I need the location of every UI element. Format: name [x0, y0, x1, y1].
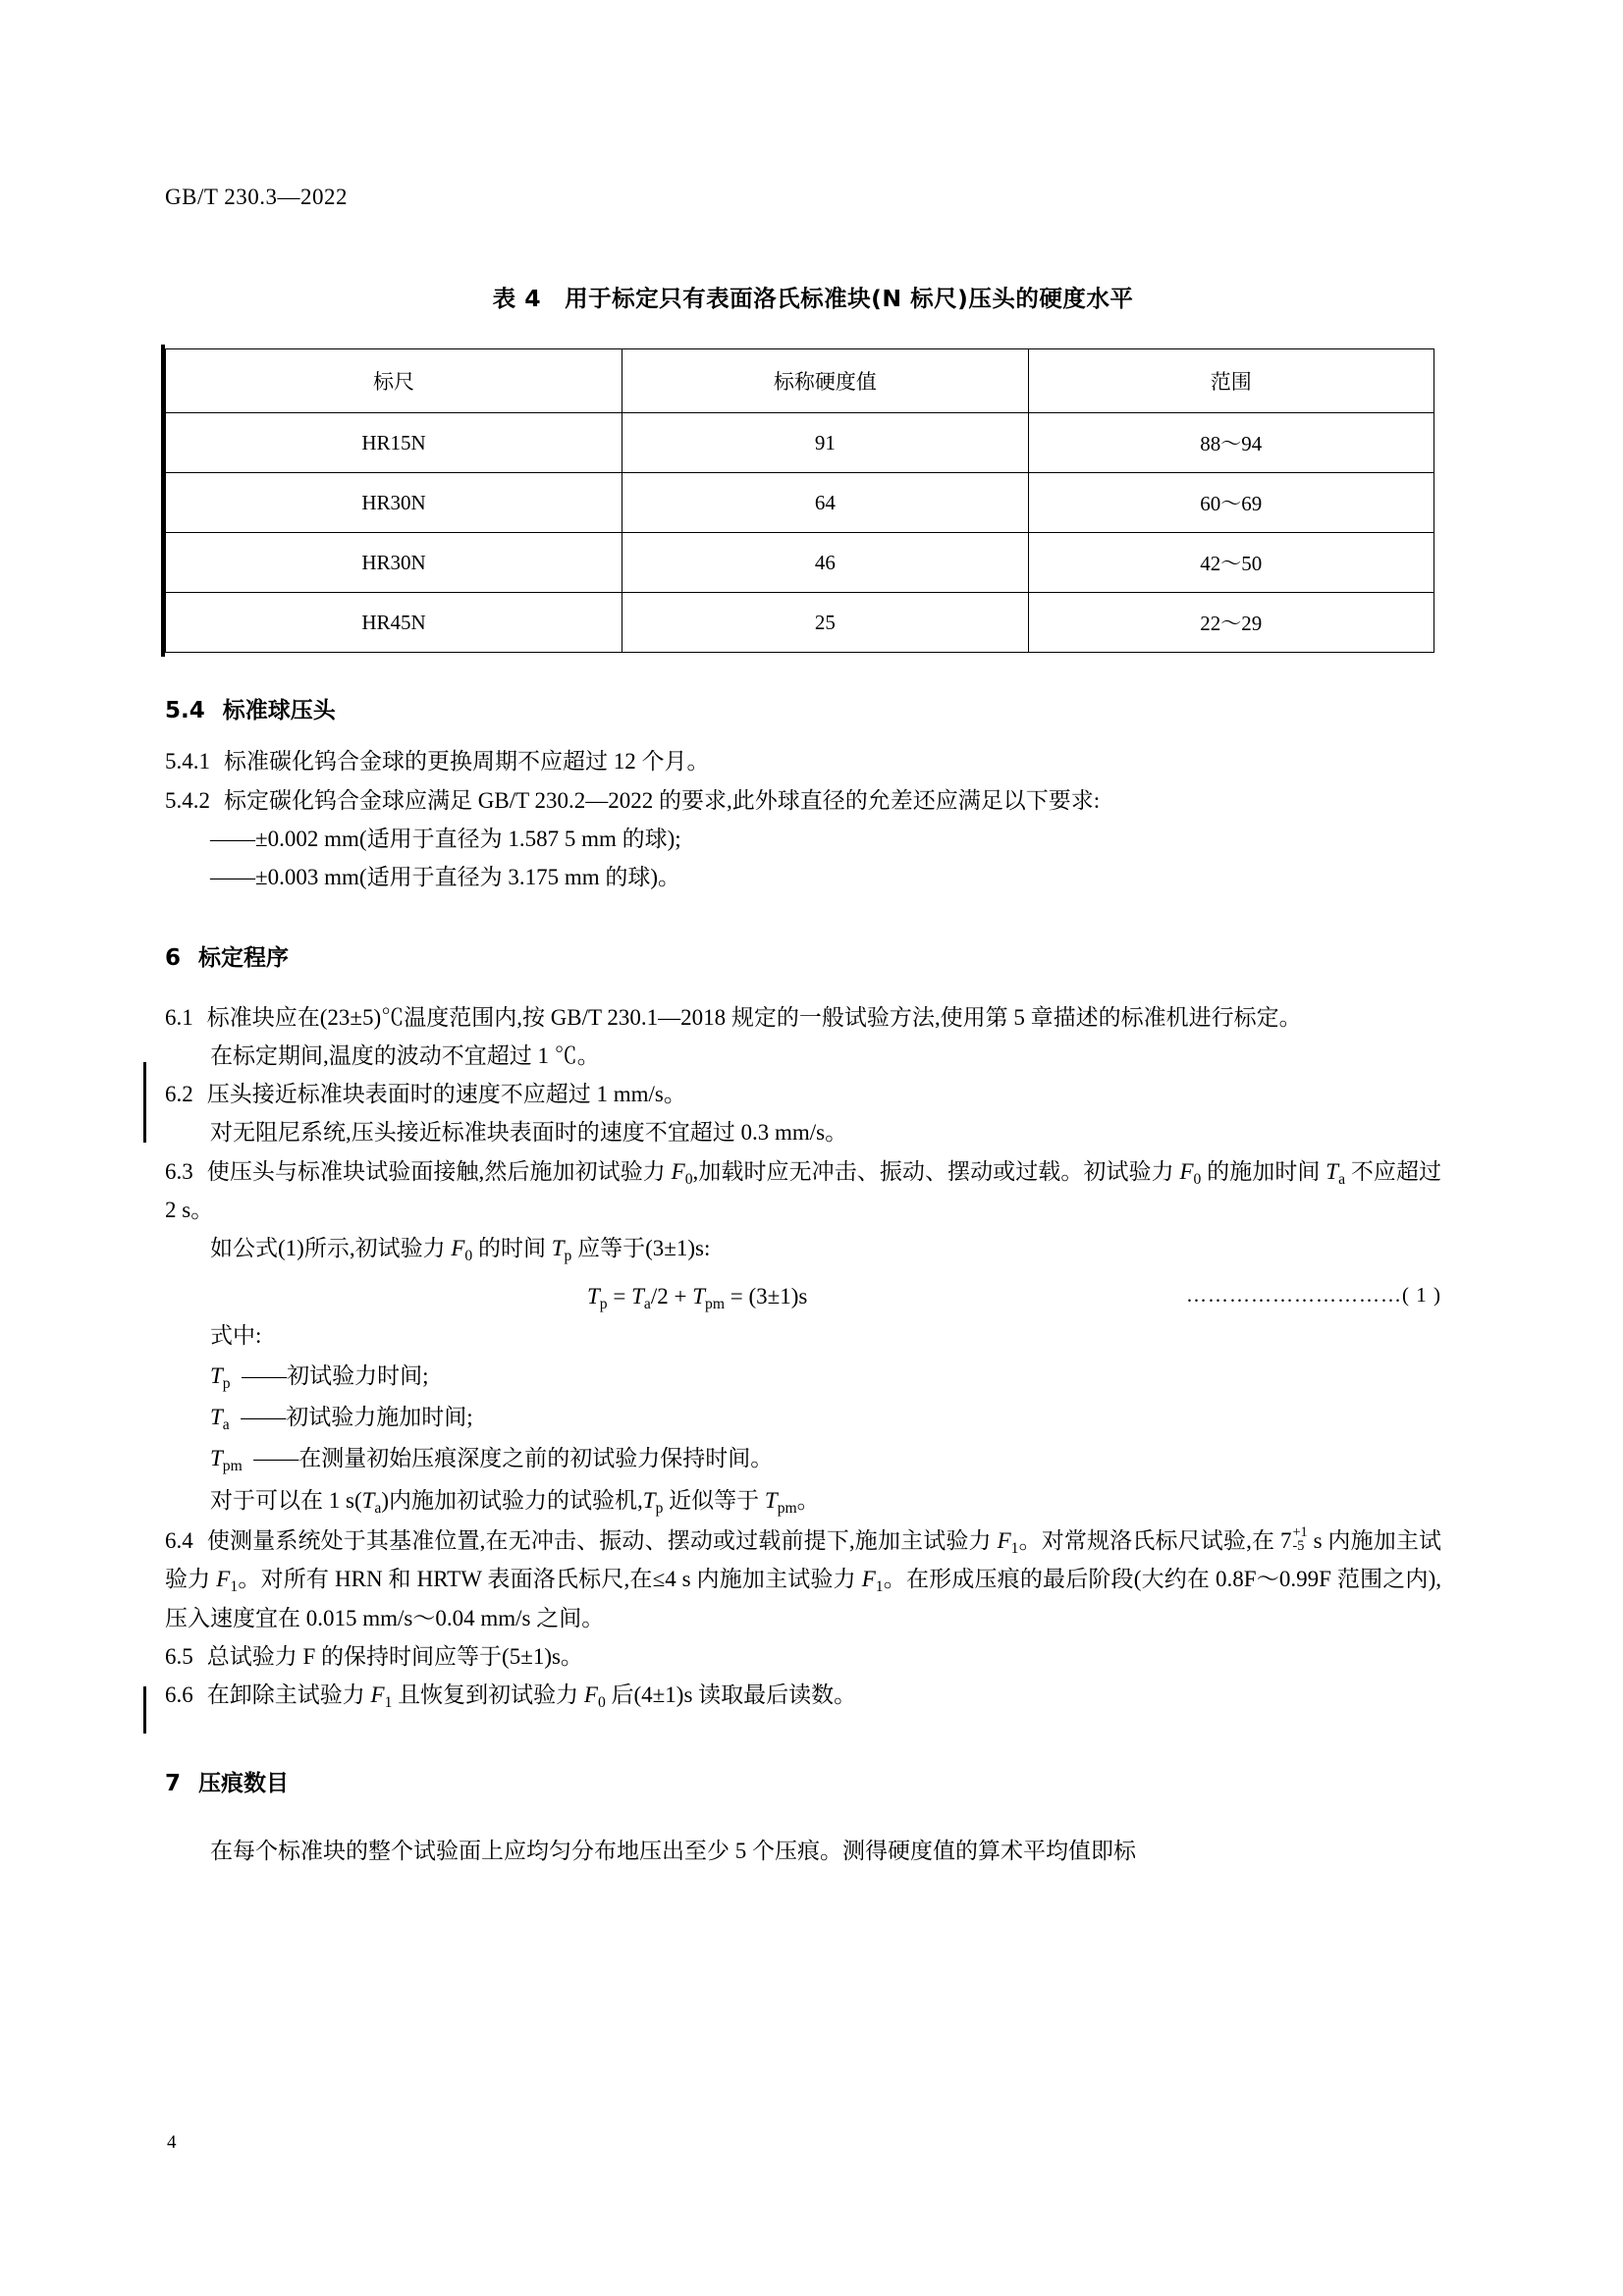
table-row — [166, 473, 1434, 533]
symbol-tpm: $T_{pm}$ — [764, 1487, 797, 1517]
cell-range: 88～94 — [1028, 413, 1434, 473]
clause-text-a: 使测量系统处于其基准位置,在无冲击、振动、摆动或过载前提下,施加主试验力 — [206, 1527, 998, 1553]
symbol-f0: $F_0$ — [583, 1682, 606, 1712]
definition-text: ——初试验力时间; — [242, 1362, 429, 1388]
cell-range: 42～50 — [1028, 533, 1434, 593]
definition-text: ——在测量初始压痕深度之前的初试验力保持时间。 — [253, 1446, 774, 1471]
paragraph-6-3 — [165, 1153, 1441, 1229]
cell-scale: HR15N — [166, 413, 622, 473]
hardness-table — [165, 348, 1434, 653]
document-body — [165, 667, 1441, 1871]
cell-scale: HR30N — [166, 473, 622, 533]
cell-nominal: 64 — [622, 473, 1028, 533]
symbol-f0: $F_0$ — [451, 1236, 473, 1265]
clause-text-b: ,加载时应无冲击、振动、摆动或过载。初试验力 — [692, 1158, 1180, 1184]
change-bar — [143, 1062, 146, 1143]
paragraph-6-3-tail — [165, 1482, 1441, 1521]
formula-line — [165, 1278, 1441, 1311]
clause-number: 6.4 — [165, 1527, 193, 1553]
section-heading-6 — [165, 940, 1441, 977]
list-item: ——±0.002 mm(适用于直径为 1.587 5 mm 的球); — [210, 826, 681, 851]
definition-tp — [210, 1358, 1441, 1396]
cell-nominal: 91 — [622, 413, 1028, 473]
section-number: 7 — [165, 1771, 182, 1797]
symbol-ta: $T_a$ — [210, 1404, 230, 1433]
paragraph-6-4 — [165, 1522, 1441, 1636]
cell-scale: HR45N — [166, 593, 622, 653]
section-heading-7 — [165, 1766, 1441, 1802]
symbol-tpm: $T_{pm}$ — [210, 1446, 243, 1475]
standard-number: GB/T 230.3—2022 — [165, 185, 348, 209]
section-title: 标准球压头 — [222, 698, 336, 723]
symbol-ta: $T_a$ — [1325, 1158, 1346, 1188]
symbol-tp: $T_p$ — [642, 1487, 664, 1517]
definition-ta — [210, 1399, 1441, 1437]
note-text-a: 如公式(1)所示,初试验力 — [210, 1236, 452, 1261]
tail-text-a: 对于可以在 1 s( — [210, 1487, 362, 1513]
symbol-f1: $F_1$ — [861, 1567, 884, 1596]
change-bar — [143, 1686, 146, 1734]
paragraph-6-1-note: 在标定期间,温度的波动不宜超过 1 ℃。 — [210, 1042, 600, 1068]
definition-tpm — [210, 1440, 1441, 1478]
paragraph-5-4-2 — [165, 782, 1441, 819]
clause-text-c: s 内施加主试验力 — [165, 1527, 1442, 1592]
cell-scale: HR30N — [166, 533, 622, 593]
symbol-f1: $F_1$ — [997, 1527, 1019, 1557]
paragraph-7-1: 在每个标准块的整个试验面上应均匀分布地压出至少 5 个压痕。测得硬度值的算术平均值即标 — [210, 1838, 1136, 1863]
clause-text-e: 。在形成压痕的最后阶段(大约在 0.8F～0.99F 范围之内),压入速度宜在 0.015 mm/s～0.04 mm/s 之间。 — [165, 1567, 1442, 1630]
column-header-nominal: 标称硬度值 — [622, 349, 1028, 413]
list-item: ——±0.003 mm(适用于直径为 3.175 mm 的球)。 — [210, 865, 681, 889]
symbol-f0: $F_0$ — [1179, 1158, 1202, 1188]
table-row — [166, 413, 1434, 473]
clause-text: 标准碳化钨合金球的更换周期不应超过 12 个月。 — [224, 749, 710, 774]
clause-text-c: 后(4±1)s 读取最后读数。 — [605, 1682, 857, 1708]
cell-nominal: 25 — [622, 593, 1028, 653]
section-title: 标定程序 — [198, 945, 290, 972]
symbol-f1: $F_1$ — [370, 1682, 393, 1712]
hardness-table-wrapper — [165, 348, 1434, 653]
tail-text-b: )内施加初试验力的试验机, — [381, 1487, 643, 1513]
clause-number: 6.1 — [165, 1004, 193, 1030]
paragraph-6-1 — [165, 999, 1441, 1036]
clause-number: 6.2 — [165, 1082, 193, 1106]
clause-text-d: 。对所有 HRN 和 HRTW 表面洛氏标尺,在≤4 s 内施加主试验力 — [238, 1567, 862, 1592]
section-heading-5-4 — [165, 693, 1441, 729]
paragraph-6-3-note — [165, 1230, 1441, 1268]
paragraph-5-4-1 — [165, 743, 1441, 779]
clause-number: 5.4.2 — [165, 787, 210, 813]
symbol-f0: $F_0$ — [671, 1158, 693, 1188]
clause-number: 6.3 — [165, 1158, 193, 1184]
column-header-range: 范围 — [1028, 349, 1434, 413]
section-number: 6 — [165, 945, 182, 972]
clause-number: 5.4.1 — [165, 749, 210, 774]
formula-number: …………………………( 1 ) — [1186, 1283, 1441, 1308]
clause-text-b: 且恢复到初试验力 — [392, 1682, 584, 1708]
column-header-scale: 标尺 — [166, 349, 622, 413]
paragraph-6-6 — [165, 1677, 1441, 1715]
clause-text-a: 在卸除主试验力 — [206, 1682, 371, 1708]
section-title: 压痕数目 — [198, 1771, 290, 1797]
clause-text-b: 。对常规洛氏标尺试验,在 7 — [1018, 1527, 1292, 1553]
paragraph-6-2-note: 对无阻尼系统,压头接近标准块表面时的速度不宜超过 0.3 mm/s。 — [210, 1120, 848, 1146]
clause-number: 6.5 — [165, 1643, 193, 1669]
clause-text: 标准块应在(23±5)℃温度范围内,按 GB/T 230.1—2018 规定的一般试验方法,使用第 5 章描述的标准机进行标定。 — [206, 1004, 1302, 1030]
symbol-f1: $F_1$ — [216, 1567, 239, 1596]
symbol-tp: $T_p$ — [210, 1362, 231, 1392]
clause-text: 压头接近标准块表面时的速度不应超过 1 mm/s。 — [206, 1082, 686, 1106]
table-caption: 表 4 用于标定只有表面洛氏标准块(N 标尺)压头的硬度水平 — [492, 285, 1134, 312]
symbol-ta: $T_a$ — [361, 1487, 382, 1517]
note-text-c: 应等于(3±1)s: — [571, 1236, 711, 1261]
note-text-b: 的时间 — [472, 1236, 552, 1261]
clause-text: 标定碳化钨合金球应满足 GB/T 230.2—2022 的要求,此外球直径的允差还应满足以下要求: — [224, 787, 1101, 813]
clause-number: 6.6 — [165, 1682, 193, 1708]
definition-text: ——初试验力施加时间; — [241, 1404, 473, 1429]
table-row — [166, 533, 1434, 593]
paragraph-6-2 — [165, 1076, 1441, 1112]
cell-nominal: 46 — [622, 533, 1028, 593]
page-number: 4 — [167, 2132, 177, 2153]
tail-text-d: 。 — [796, 1487, 820, 1513]
formula-1: $T_p = T_a/2 + T_{pm} = (3\pm 1)s$ — [587, 1284, 808, 1313]
tail-text-c: 近似等于 — [663, 1487, 765, 1513]
clause-text-d: 不应超过 2 s。 — [165, 1158, 1442, 1222]
clause-text: 总试验力 F 的保持时间应等于(5±1)s。 — [206, 1643, 583, 1669]
clause-text-a: 使压头与标准块试验面接触,然后施加初试验力 — [206, 1158, 672, 1184]
tolerance-fraction: +1 -5 — [1292, 1523, 1308, 1555]
symbol-tp: $T_p$ — [551, 1236, 572, 1265]
cell-range: 60～69 — [1028, 473, 1434, 533]
section-number: 5.4 — [165, 698, 205, 723]
where-label: 式中: — [210, 1323, 262, 1349]
paragraph-6-5 — [165, 1638, 1441, 1675]
cell-range: 22～29 — [1028, 593, 1434, 653]
table-row — [166, 593, 1434, 653]
clause-text-c: 的施加时间 — [1201, 1158, 1326, 1184]
table-header-row — [166, 349, 1434, 413]
symbol-definition-list — [210, 1358, 1441, 1479]
